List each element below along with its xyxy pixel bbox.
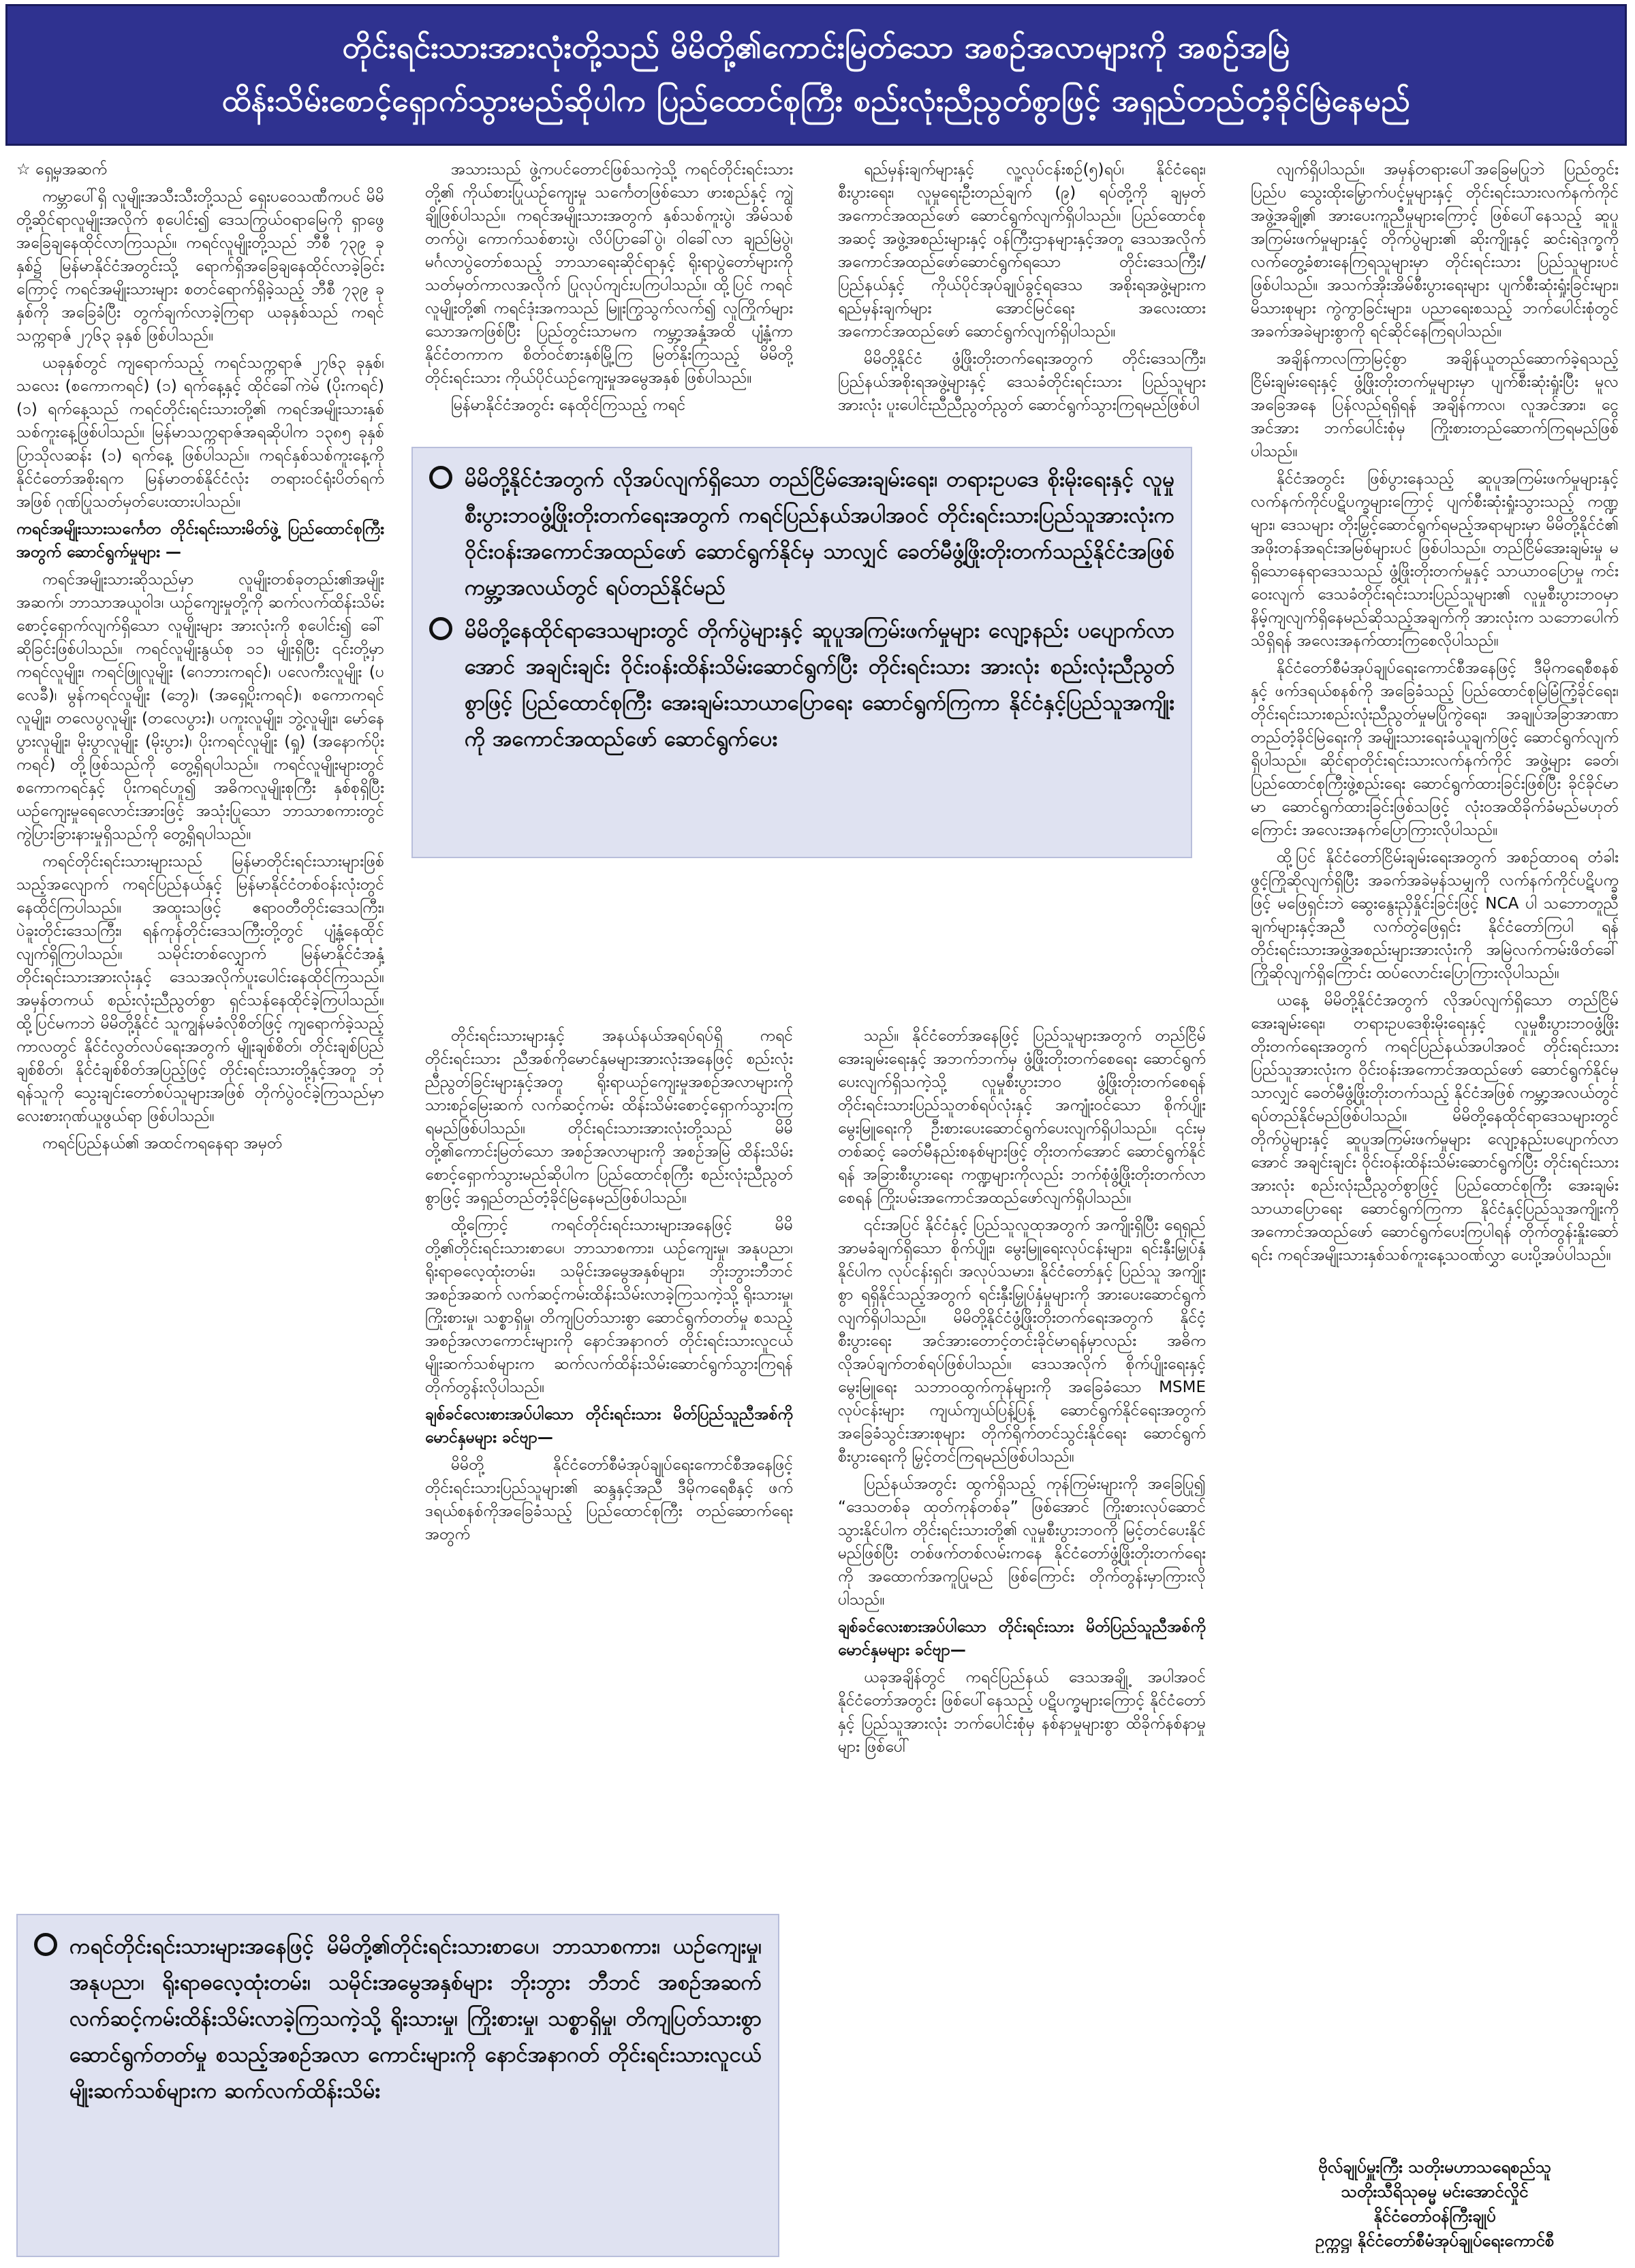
highlight-text: ကရင်တိုင်းရင်းသားများအနေဖြင့် မိမိတို့၏တိုင်းရင်းသားစာပေ၊ ဘာသာစကား၊ ယဉ်ကျေးမှု၊ အနုပညာ၊ ရိုးရာဓလေ့ထုံးတမ်း၊ သမိုင်းအမွေအနှစ်များ ဘိုးဘွား ဘီဘင် အစဉ်အဆက် လက်ဆင့်ကမ်းထိန်းသိမ်းလာခဲ့ကြသကဲ့သို့ ရိုးသားမှု၊ ကြိုးစားမှု၊ သစ္စာရှိမှု၊ တိကျပြတ်သားစွာ ဆောင်ရွက်တတ်မှု စသည့်အစဉ်အလာ ကောင်းများကို နောင်အနာဂတ် တိုင်းရင်းသားလူငယ်မျိုးဆက်သစ်များက ဆက်လက်ထိန်းသိမ်း bbox=[69, 1934, 762, 2103]
signature-block bbox=[1251, 2155, 1619, 2253]
paragraph: ကရင်ပြည်နယ်၏ အထင်ကရနေရာ အမှတ် bbox=[42, 1135, 283, 1152]
paragraph: ယခုနှစ်တွင် ကျရောက်သည့် ကရင်သက္ကရာဇ် ၂၇၆၃ ခုနှစ်၊ သလေး (စကောကရင်) (၁) ရက်နေ့နှင့် ထိုင်ခေါ်ကဲမ် (ပိုးကရင်) (၁) ရက်နေ့သည် ကရင်တိုင်းရင်းသားတို့၏ ကရင်အမျိုးသားနှစ်သစ်ကူးနေ့ဖြစ်ပါသည်။ မြန်မာသက္ကရာဇ်အရဆိုပါက ၁၃၈၅ ခုနှစ် ပြာသိုလဆန်း (၁) ရက်နေ့ ဖြစ်ပါသည်။ ကရင်နှစ်သစ်ကူးနေ့ကို နိုင်ငံတော်အစိုးရက မြန်မာတစ်နိုင်ငံလုံး တရားဝင်ရုံးပိတ်ရက်အဖြစ် ဂုဏ်ပြုသတ်မှတ်ပေးထားပါသည်။ bbox=[16, 354, 384, 511]
paragraph: ထို့ပြင် နိုင်ငံတော်ငြိမ်းချမ်းရေးအတွက် အစဉ်ထာဝရ တံခါးဖွင့်ကြိုဆိုလျက်ရှိပြီး အခက်အခဲမှန်သမျှကို လက်နက်ကိုင်ပဋိပက္ခဖြင့် မဖြေရှင်းဘဲ ဆွေးနွေးညှိနှိုင်းခြင်းဖြင့် NCA ပါ သဘောတူညီချက်များနှင့်အညီ လက်တွဲဖြေရှင်း နိုင်ငံတော်ကြပါ ရန် တိုင်းရင်းသားအဖွဲ့အစည်းများအားလုံးကို အမြဲလက်ကမ်းဖိတ်ခေါ် ကြိုဆိုလျက်ရှိကြောင်း ထပ်လောင်းပြောကြားလိုပါသည်။ bbox=[1251, 849, 1619, 982]
highlight-item bbox=[429, 613, 1174, 757]
paragraph: နိုင်ငံတော်စီမံအုပ်ချုပ်ရေးကောင်စီအနေဖြင့် ဒီမိုကရေစီစနစ်နှင့် ဖက်ဒရယ်စနစ်ကို အခြေခံသည့် ပြည်ထောင်စုမြဲမြံကြံ့ခိုင်ရေး၊ တိုင်းရင်းသားစည်းလုံးညီညွတ်မှုမပြိုကွဲရေး၊ အချုပ်အခြာအာဏာတည်တံ့ခိုင်မြဲရေးကို အမျိုးသားရေးခံယူချက်ဖြင့် ဆောင်ရွက်လျက်ရှိပါသည်။ ဆိုင်ရာတိုင်းရင်းသားလက်နက်ကိုင် အဖွဲ့များ ခေတ်၊ ပြည်ထောင်စုကြီးဖွဲ့စည်းရေး ဆောင်ရွက်ထားခြင်းဖြစ်ပြီး ခိုင်ခိုင်မာမာ ဆောင်ရွက်ထားခြင်းဖြစ်သဖြင့် လုံးဝအထိခိုက်ခံမည်မဟုတ်ကြောင်း အလေးအနက်ပြောကြားလိုပါသည်။ bbox=[1251, 659, 1619, 839]
circle-bullet-icon bbox=[429, 617, 452, 640]
headline-line-1: တိုင်းရင်းသားအားလုံးတို့သည် မိမိတို့၏ကောင်းမြတ်သော အစဉ်အလာများကို အစဉ်အမြဲ bbox=[342, 31, 1290, 65]
headline-banner bbox=[5, 4, 1627, 146]
circle-bullet-icon bbox=[429, 466, 452, 489]
paragraph: အသားသည် ဖွဲ့ကပင်တောင်ဖြစ်သကဲ့သို့ ကရင်တိုင်းရင်းသားတို့၏ ကိုယ်စားပြုယဉ်ကျေးမှု သင်္ကေတဖြစ်သော ဖားစည်နှင့် ကျွဲချိုဖြစ်ပါသည်။ ကရင်အမျိုးသားအတွက် နှစ်သစ်ကူးပွဲ၊ အိမ်သစ်တက်ပွဲ၊ ကောက်သစ်စားပွဲ၊ လိပ်ပြာခေါ်ပွဲ၊ ဝါခေါ်လာ ချည်မြဲပွဲ၊ မင်္ဂလာပွဲတော်စသည့် ဘာသာရေးဆိုင်ရာနှင့် ရိုးရာပွဲတော်များကို သတ်မှတ်ကာလအလိုက် ပြုလုပ်ကျင်းပကြပါသည်။ ထို့ပြင် ကရင်လူမျိုးတို့၏ ကရင်ဒုံးအကသည် မြူးကြွသွက်လက်၍ လူကြိုက်များသောအကဖြစ်ပြီး ပြည်တွင်းသာမက ကမ္ဘာ့အနှံ့အထိ ပျံ့နှံ့ကာ နိုင်ငံတကာက စိတ်ဝင်စားနှစ်မြို့ကြ မြတ်နိုးကြသည့် မိမိတို့တိုင်းရင်းသား ကိုယ်ပိုင်ယဉ်ကျေးမှုအမွေအနှစ် ဖြစ်ပါသည်။ bbox=[425, 161, 793, 387]
paragraph: အချိန်ကာလကြာမြင့်စွာ အချိန်ယူတည်ဆောက်ခဲ့ရသည့် ငြိမ်းချမ်းရေးနှင့် ဖွံ့ဖြိုးတိုးတက်မှုများမှာ ပျက်စီးဆုံးရှုံးပြီး မူလအခြေအနေ ပြန်လည်ရရှိရန် အချိန်ကာလ၊ လူအင်အား၊ ငွေအင်အား ဘက်ပေါင်းစုံမှ ကြိုးစားတည်ဆောက်ကြရမည်ဖြစ်ပါသည်။ bbox=[1251, 350, 1619, 460]
paragraph: လျက်ရှိပါသည်။ အမှန်တရားပေါ်အခြေမပြုဘဲ ပြည်တွင်းပြည်ပ သွေးထိုးမြှောက်ပင့်မှုများနှင့် တိုင်းရင်းသားလက်နက်ကိုင်အဖွဲ့အချို့၏ အားပေးကူညီမှုများကြောင့် ဖြစ်ပေါ်နေသည့် ဆူပူအကြမ်းဖက်မှုများနှင့် တိုက်ပွဲများ၏ ဆိုးကျိုးနှင့် ဆင်းရဲဒုက္ခကို လက်တွေ့ခံစားနေကြရသူများမှာ တိုင်းရင်းသား ပြည်သူများပင် ဖြစ်ပါသည်။ အသက်အိုးအိမ်စီးပွားရေးများ ပျက်စီးဆုံးရှုံးခြင်းများ၊ မိသားစုများ ကွဲကွာခြင်းများ၊ ပညာရေးစသည့် ဘက်ပေါင်းစုံတွင် အခက်အခဲများစွာကို ရင်ဆိုင်နေကြရပါသည်။ bbox=[1251, 161, 1619, 341]
paragraph: ကရင်အမျိုးသားဆိုသည်မှာ လူမျိုးတစ်ခုတည်း၏အမျိုးအဆက်၊ ဘာသာအယူဝါဒ၊ ယဉ်ကျေးမှုတို့ကို ဆက်လက်ထိန်းသိမ်းစောင့်ရှောက်လျက်ရှိသော လူမျိုးများ အားလုံးကို စုပေါင်း၍ ခေါ်ဆိုခြင်းဖြစ်ပါသည်။ ကရင်လူမျိုးနွယ်စု ၁၁ မျိုးရှိပြီး ၎င်းတို့မှာ ကရင်လူမျိုး၊ ကရင်ဖြူလူမျိုး (ဂေဘားကရင်)၊ ပလေကီးလူမျိုး (ပလေခီ)၊ မွန်ကရင်လူမျိုး (ဘွေ)၊ (အရှေ့ပိုးကရင်)၊ စကောကရင်လူမျိုး၊ တလေပွလူမျိုး (တလေပွား)၊ ပကူးလူမျိုး၊ ဘွဲ့လူမျိုး၊ မော်နေပွားလူမျိုး၊ မိုးပွာလူမျိုး (မိုးပွား)၊ ပိုးကရင်လူမျိုး (ရှု) (အနောက်ပိုး ကရင်) တို့ဖြစ်သည်ကို တွေ့ရှိရပါသည်။ ကရင်လူမျိုးများတွင် စကောကရင်နှင့် ပိုးကရင်ဟူ၍ အဓိကလူမျိုးစုကြီး နှစ်စုရှိပြီး ယဉ်ကျေးမှုရေလောင်းအားဖြင့် အသုံးပြုသော ဘာသာစကားတွင် ကွဲပြားခြားနားမှုရှိသည်ကို တွေ့ရှိရပါသည်။ bbox=[16, 571, 384, 843]
highlight-item bbox=[34, 1929, 762, 2109]
paragraph: ထို့ကြောင့် ကရင်တိုင်းရင်းသားများအနေဖြင့် မိမိတို့၏တိုင်းရင်းသားစာပေ၊ ဘာသာစကား၊ ယဉ်ကျေးမှု၊ အနုပညာ၊ ရိုးရာဓလေ့ထုံးတမ်း၊ သမိုင်းအမွေအနှစ်များ၊ ဘိုးဘွားဘီဘင် အစဉ်အဆက် လက်ဆင့်ကမ်းထိန်းသိမ်းလာခဲ့ကြသကဲ့သို့ ရိုးသားမှု၊ ကြိုးစားမှု၊ သစ္စာရှိမှု၊ တိကျပြတ်သားစွာ ဆောင်ရွက်တတ်မှု စသည့် အစဉ်အလာကောင်းများကို နောင်အနာဂတ် တိုင်းရင်းသားလူငယ်မျိုးဆက်သစ်များက ဆက်လက်ထိန်းသိမ်းဆောင်ရွက်သွားကြရန် တိုက်တွန်းလိုပါသည်။ bbox=[425, 1216, 793, 1396]
highlight-text: မိမိတို့နေထိုင်ရာဒေသများတွင် တိုက်ပွဲများနှင့် ဆူပူအကြမ်းဖက်မှုများ လျော့နည်း ပပျောက်လာအောင် အချင်းချင်း ဝိုင်းဝန်းထိန်းသိမ်းဆောင်ရွက်ပြီး တိုင်းရင်းသား အားလုံး စည်းလုံးညီညွတ်စွာဖြင့် ပြည်ထောင်စုကြီး အေးချမ်းသာယာပြောရေး ဆောင်ရွက်ကြကာ နိုင်ငံနှင့်ပြည်သူအကျိုးကို အကောင်အထည်ဖော် ဆောင်ရွက်ပေး bbox=[465, 618, 1174, 751]
dateline: ☆ ရှေ့မှအဆက် bbox=[16, 161, 108, 178]
signature-line: နိုင်ငံတော်ဝန်ကြီးချုပ် bbox=[1373, 2207, 1496, 2226]
paragraph: ရည်မှန်းချက်များနှင့် လူ့လုပ်ငန်းစဉ်(၅)ရပ်၊ နိုင်ငံရေး၊ စီးပွားရေး၊ လူမှုရေးဦးတည်ချက် (၉) ရပ်တို့ကို ချမှတ်အကောင်အထည်ဖော် ဆောင်ရွက်လျက်ရှိပါသည်။ ပြည်ထောင်စုအဆင့် အဖွဲ့အစည်းများနှင့် ဝန်ကြီးဌာနများနှင့်အတူ ဒေသအလိုက် အကောင်အထည်ဖော်ဆောင်ရွက်ရသော တိုင်းဒေသကြီး/ ပြည်နယ်နှင့် ကိုယ်ပိုင်အုပ်ချုပ်ခွင့်ရဒေသ အစိုးရအဖွဲ့များက ရည်မှန်းချက်များ အောင်မြင်ရေး အလေးထားအကောင်အထည်ဖော် ဆောင်ရွက်လျက်ရှိပါသည်။ bbox=[838, 161, 1206, 341]
signature-line: သတိုးသီရိသုဓမ္မ မင်းအောင်လှိုင် bbox=[1341, 2182, 1529, 2201]
highlight-text: မိမိတို့နိုင်ငံအတွက် လိုအပ်လျက်ရှိသော တည်ငြိမ်အေးချမ်းရေး၊ တရားဥပဒေ စိုးမိုးရေးနှင့် လူမှုစီးပွားဘဝဖွံ့ဖြိုးတိုးတက်ရေးအတွက် ကရင်ပြည်နယ်အပါအဝင် တိုင်းရင်းသားပြည်သူအားလုံးက ဝိုင်းဝန်းအကောင်အထည်ဖော် ဆောင်ရွက်နိုင်မှ သာလျှင် ခေတ်မီဖွံ့ဖြိုးတိုးတက်သည့်နိုင်ငံအဖြစ် ကမ္ဘာ့အလယ်တွင် ရပ်တည်နိုင်မည် bbox=[465, 467, 1174, 600]
paragraph: မိမိတို့ နိုင်ငံတော်စီမံအုပ်ချုပ်ရေးကောင်စီအနေဖြင့် တိုင်းရင်းသားပြည်သူများ၏ ဆန္ဒနှင့်အညီ ဒီမိုကရေစီနှင့် ဖက်ဒရယ်စနစ်ကိုအခြေခံသည့် ပြည်ထောင်စုကြီး တည်ဆောက်ရေးအတွက် bbox=[425, 1456, 793, 1543]
signature-line: ဥက္ကဋ္ဌ၊ နိုင်ငံတော်စီမံအုပ်ချုပ်ရေးကောင်စီ bbox=[1315, 2231, 1555, 2250]
paragraph: ကရင်တိုင်းရင်းသားများသည် မြန်မာတိုင်းရင်းသားများဖြစ်သည့်အလျောက် ကရင်ပြည်နယ်နှင့် မြန်မာနိုင်ငံတစ်ဝန်းလုံးတွင် နေထိုင်ကြပါသည်။ အထူးသဖြင့် ဧရာဝတီတိုင်းဒေသကြီး၊ ပဲခူးတိုင်းဒေသကြီး၊ ရန်ကုန်တိုင်းဒေသကြီးတို့တွင် ပျံ့နှံ့နေထိုင်လျက်ရှိကြပါသည်။ သမိုင်းတစ်လျှောက် မြန်မာနိုင်ငံအနှံ့ တိုင်းရင်းသားအားလုံးနှင့် ဒေသအလိုက်ပူးပေါင်းနေထိုင်ကြသည်။ အမှန်တကယ် စည်းလုံးညီညွတ်စွာ ရှင်သန်နေထိုင်ခဲ့ကြပါသည်။ ထို့ပြင်မကဘဲ မိမိတို့နိုင်ငံ သူကျွန်မခံလိုစိတ်ဖြင့် ကျရောက်ခဲ့သည့် ကာလတွင် နိုင်ငံလွတ်လပ်ရေးအတွက် မျိုးချစ်စိတ်၊ တိုင်းချစ်ပြည်ချစ်စိတ်၊ နိုင်ငံချစ်စိတ်အပြည့်ဖြင့် တိုင်းရင်းသားတို့နှင့်အတူ ဘုံရန်သူကို သွေးချင်းတော်စပ်သူများအဖြစ် တိုက်ပွဲဝင်ခဲ့ကြသည်မှာ လေးစားဂုဏ်ယူဖွယ်ရာ ဖြစ်ပါသည်။ bbox=[16, 853, 384, 1125]
headline-line-2: ထိန်းသိမ်းစောင့်ရှောက်သွားမည်ဆိုပါက ပြည်ထောင်စုကြီး စည်းလုံးညီညွတ်စွာဖြင့် အရှည်တည်တံ့ခိုင်မြဲနေမည် bbox=[221, 84, 1411, 119]
highlight-item bbox=[429, 462, 1174, 606]
paragraph: ၎င်းအပြင် နိုင်ငံနှင့် ပြည်သူလူထုအတွက် အကျိုးရှိပြီး ရေရှည်အာမခံချက်ရှိသော စိုက်ပျိုး၊ မွေးမြူရေးလုပ်ငန်းများ၊ ရင်းနှီးမြှုပ်နှံနိုင်ပါက လုပ်ငန်းရှင်၊ အလုပ်သမား၊ နိုင်ငံတော်နှင့် ပြည်သူ အကျိုးစွာ ရရှိနိုင်သည့်အတွက် ရင်းနှီးမြှုပ်နှံမှုများကို အားပေးဆောင်ရွက်လျက်ရှိပါသည်။ မိမိတို့နိုင်ငံဖွံ့ဖြိုးတိုးတက်ရေးအတွက် နိုင်ငံ့စီးပွားရေး အင်အားတောင့်တင်းခိုင်မာရန်မှာလည်း အဓိကလိုအပ်ချက်တစ်ရပ်ဖြစ်ပါသည်။ ဒေသအလိုက် စိုက်ပျိုးရေးနှင့် မွေးမြူရေး သဘာဝထွက်ကုန်များကို အခြေခံသော MSME လုပ်ငန်းများ ကျယ်ကျယ်ပြန့်ပြန့် ဆောင်ရွက်နိုင်ရေးအတွက် အခြေခံသွင်းအားစုများ တိုက်ရိုက်တင်သွင်းနိုင်ရေး ဆောင်ရွက်စီးပွားရေးကို မြှင့်တင်ကြရမည်ဖြစ်ပါသည်။ bbox=[838, 1216, 1206, 1466]
circle-bullet-icon bbox=[34, 1933, 57, 1956]
section-heading: ချစ်ခင်လေးစားအပ်ပါသော တိုင်းရင်းသား မိတ်ပြည်သူညီအစ်ကို မောင်နှမများ ခင်ဗျာ— bbox=[425, 1406, 793, 1447]
paragraph: ယနေ့ မိမိတို့နိုင်ငံအတွက် လိုအပ်လျက်ရှိသော တည်ငြိမ်အေးချမ်းရေး၊ တရားဥပဒေစိုးမိုးရေးနှင့် လူမှုစီးပွားဘဝဖွံ့ဖြိုးတိုးတက်ရေးအတွက် ကရင်ပြည်နယ်အပါအဝင် တိုင်းရင်းသားပြည်သူအားလုံးက ဝိုင်းဝန်းအကောင်အထည်ဖော် ဆောင်ရွက်နိုင်မှသာလျှင် ခေတ်မီဖွံ့ဖြိုးတိုးတက်သည့် နိုင်ငံအဖြစ် ကမ္ဘာ့အလယ်တွင် ရပ်တည်နိုင်မည်ဖြစ်ပါသည်။ မိမိတို့နေထိုင်ရာဒေသများတွင် တိုက်ပွဲများနှင့် ဆူပူအကြမ်းဖက်မှုများ လျော့နည်းပပျောက်လာအောင် အချင်းချင်း ဝိုင်းဝန်းထိန်းသိမ်းဆောင်ရွက်ပြီး တိုင်းရင်းသားအားလုံး စည်းလုံးညီညွတ်စွာဖြင့် ပြည်ထောင်စုကြီး အေးချမ်းသာယာပြောရေး ဆောင်ရွက်ကြကာ နိုင်ငံနှင့်ပြည်သူအကျိုးကို အကောင်အထည်ဖော် ဆောင်ရွက်ပေးကြပါရန် တိုက်တွန်းနှိုးဆော်ရင်း ကရင်အမျိုးသားနှစ်သစ်ကူးနေ့သဝဏ်လွှာ ပေးပို့အပ်ပါသည်။ bbox=[1251, 992, 1619, 1264]
paragraph: မိမိတို့နိုင်ငံ ဖွံ့ဖြိုးတိုးတက်ရေးအတွက် တိုင်းဒေသကြီး၊ ပြည်နယ်အစိုးရအဖွဲ့များနှင့် ဒေသခံတိုင်းရင်းသား ပြည်သူများအားလုံး ပူးပေါင်းညီညီညွတ်ညွတ် ဆောင်ရွက်သွားကြရမည်ဖြစ်ပါ bbox=[838, 350, 1206, 414]
paragraph: ကမ္ဘာပေါ်ရှိ လူမျိုးအသီးသီးတို့သည် ရှေးပဝေသဏီကပင် မိမိတို့ဆိုင်ရာလူမျိုးအလိုက် စုပေါင်း၍ ဒေသကြွယ်ဝရာမြေကို ရှာဖွေအခြေချနေထိုင်လာကြသည်။ ကရင်လူမျိုးတို့သည် ဘီစီ ၇၃၉ ခုနှစ်၌ မြန်မာနိုင်ငံအတွင်းသို့ ရောက်ရှိအခြေချနေထိုင်လာခဲ့ခြင်းကြောင့် ကရင်အမျိုးသားများ စတင်ရောက်ရှိခဲ့သည့် ဘီစီ ၇၃၉ ခုနှစ်ကို အခြေခံပြီး တွက်ချက်လာခဲ့ကြရာ ယခုနှစ်သည် ကရင်သက္ကရာဇ် ၂၇၆၃ ခုနှစ် ဖြစ်ပါသည်။ bbox=[16, 188, 384, 345]
signature-line: ဗိုလ်ချုပ်မှူးကြီး သတိုးမဟာသရေစည်သူ bbox=[1318, 2158, 1552, 2177]
section-heading: ချစ်ခင်လေးစားအပ်ပါသော တိုင်းရင်းသား မိတ်ပြည်သူညီအစ်ကို မောင်နှမများ ခင်ဗျာ— bbox=[838, 1618, 1206, 1659]
highlight-box-top bbox=[411, 447, 1192, 858]
paragraph: မြန်မာနိုင်ငံအတွင်း နေထိုင်ကြသည့် ကရင် bbox=[451, 396, 686, 414]
highlight-box-bottom bbox=[16, 1914, 779, 2257]
paragraph: သည်။ နိုင်ငံတော်အနေဖြင့် ပြည်သူများအတွက် တည်ငြိမ်အေးချမ်းရေးနှင့် အဘက်ဘက်မှ ဖွံ့ဖြိုးတိုးတက်စေရေး ဆောင်ရွက်ပေးလျက်ရှိသကဲ့သို့ လူမှုစီးပွားဘဝ ဖွံ့ဖြိုးတိုးတက်စေရန် တိုင်းရင်းသားပြည်သူတစ်ရပ်လုံးနှင့် အကျုံးဝင်သော စိုက်ပျိုးမွေးမြူရေးကို ဦးစားပေးဆောင်ရွက်ပေးလျက်ရှိပါသည်။ ၎င်းမှတစ်ဆင့် ခေတ်မီနည်းစနစ်များဖြင့် တိုးတက်အောင် ဆောင်ရွက်နိုင်ရန် အခြားစီးပွားရေး ကဏ္ဍများကိုလည်း ဘက်စုံဖွံ့ဖြိုးတိုးတက်လာစေရန် ကြိုးပမ်းအကောင်အထည်ဖော်လျက်ရှိပါသည်။ bbox=[838, 1027, 1206, 1207]
section-heading: ကရင်အမျိုးသားသင်္ကေတ တိုင်းရင်းသားမိတ်ဖွဲ့ ပြည်ထောင်စုကြီး အတွက် ဆောင်ရွက်မှုများ — bbox=[16, 520, 384, 561]
paragraph: ပြည်နယ်အတွင်း ထွက်ရှိသည့် ကုန်ကြမ်းများကို အခြေပြု၍ “ဒေသတစ်ခု ထုတ်ကုန်တစ်ခု” ဖြစ်အောင် ကြိုးစားလုပ်ဆောင်သွားနိုင်ပါက တိုင်းရင်းသားတို့၏ လူမှုစီးပွားဘဝကို မြင့်တင်ပေးနိုင်မည်ဖြစ်ပြီး တစ်ဖက်တစ်လမ်းကနေ နိုင်ငံတော်ဖွံ့ဖြိုးတိုးတက်ရေးကို အထောက်အကူပြုမည် ဖြစ်ကြောင်း တိုက်တွန်းမှာကြားလိုပါသည်။ bbox=[838, 1475, 1206, 1609]
paragraph: တိုင်းရင်းသားများနှင့် အနယ်နယ်အရပ်ရပ်ရှိ ကရင်တိုင်းရင်းသား ညီအစ်ကိုမောင်နှမများအားလုံးအနေဖြင့် စည်းလုံးညီညွတ်ခြင်းများနှင့်အတူ ရိုးရာယဉ်ကျေးမှုအစဉ်အလာများကို သားစဉ်မြေးဆက် လက်ဆင့်ကမ်း ထိန်းသိမ်းစောင့်ရှောက်သွားကြရမည်ဖြစ်ပါသည်။ တိုင်းရင်းသားအားလုံးတို့သည် မိမိတို့၏ကောင်းမြတ်သော အစဉ်အလာများကို အစဉ်အမြဲ ထိန်းသိမ်းစောင့်ရှောက်သွားမည်ဆိုပါက ပြည်ထောင်စုကြီး စည်းလုံးညီညွတ်စွာဖြင့် အရှည်တည်တံ့ခိုင်မြဲနေမည်ဖြစ်ပါသည်။ bbox=[425, 1027, 793, 1207]
column-4 bbox=[1251, 158, 1619, 2253]
paragraph: ယခုအချိန်တွင် ကရင်ပြည်နယ် ဒေသအချို့ အပါအဝင် နိုင်ငံတော်အတွင်း ဖြစ်ပေါ်နေသည့် ပဋိပက္ခများကြောင့် နိုင်ငံတော်နှင့် ပြည်သူအားလုံး ဘက်ပေါင်းစုံမှ နစ်နာမှုများစွာ ထိခိုက်နစ်နာမှုများ ဖြစ်ပေါ် bbox=[838, 1669, 1206, 1756]
paragraph: နိုင်ငံအတွင်း ဖြစ်ပွားနေသည့် ဆူပူအကြမ်းဖက်မှုများနှင့် လက်နက်ကိုင်ပဋိပက္ခများကြောင့် ပျက်စီးဆုံးရှုံးသွားသည့် ကဏ္ဍများ၊ ဒေသများ တိုးမြှင့်ဆောင်ရွက်ရမည့်အရာများမှာ မိမိတို့နိုင်ငံ၏ အဖိုးတန်အရင်းအမြစ်များပင် ဖြစ်ပါသည်။ တည်ငြိမ်အေးချမ်းမှု မရှိသောနေရာဒေသသည် ဖွံ့ဖြိုးတိုးတက်မှုနှင့် သာယာဝပြောမှု ကင်းဝေးလျက် ဒေသခံတိုင်းရင်းသားပြည်သူများ၏ လူမှုစီးပွားဘဝမှာ နိမ့်ကျလျက်ရှိနေမည်ဆိုသည့်အချက်ကို အားလုံးက သဘောပေါက်သိရှိရန် အလေးအနက်ထားကြစေလိုပါသည်။ bbox=[1251, 470, 1619, 650]
